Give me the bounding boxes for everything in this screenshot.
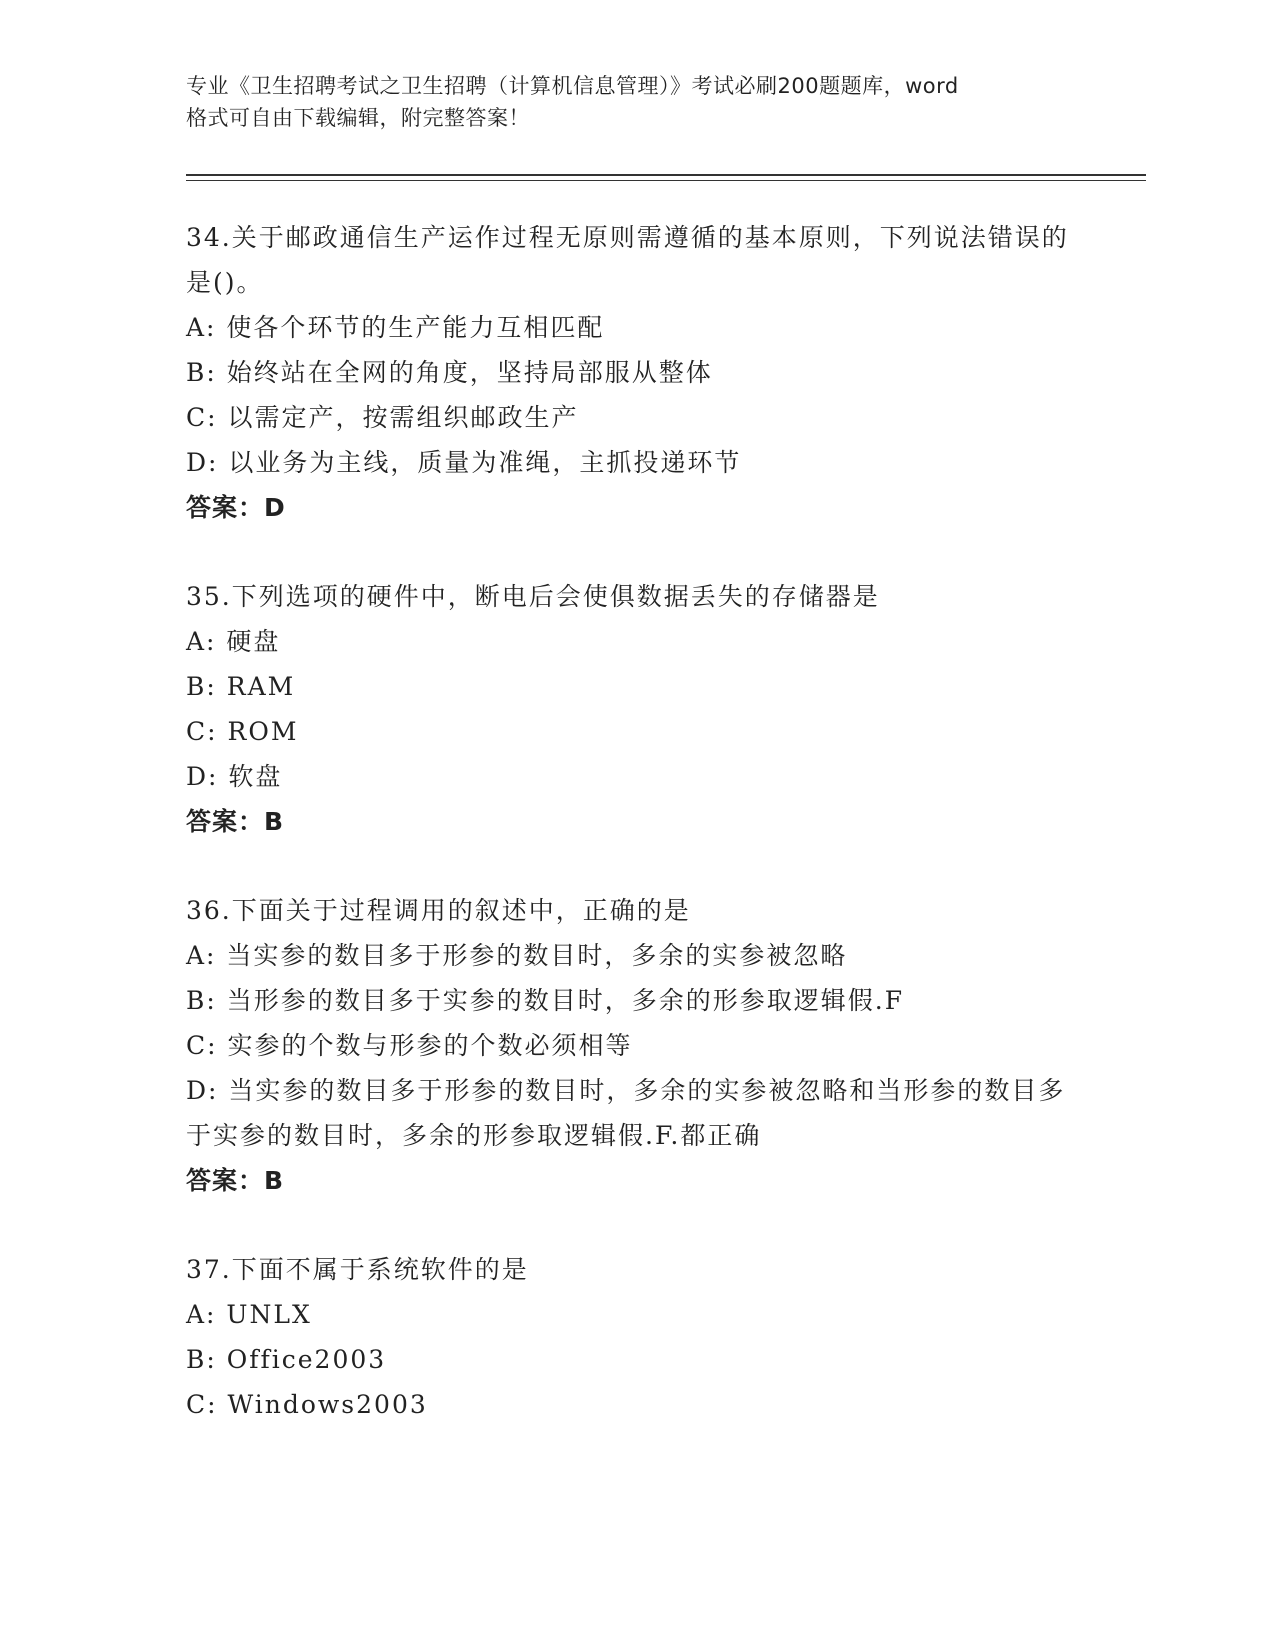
option-c: C: Windows2003 <box>186 1390 428 1419</box>
question-stem: 34.关于邮政通信生产运作过程无原则需遵循的基本原则，下列说法错误的是()。 <box>186 223 1069 297</box>
question-34 <box>186 215 1146 530</box>
option-c: C: 实参的个数与形参的个数必须相等 <box>186 1031 633 1060</box>
option-d: D: 以业务为主线，质量为准绳，主抓投递环节 <box>186 448 742 477</box>
option-d: D: 软盘 <box>186 762 283 791</box>
answer-line: 答案：D <box>186 493 286 522</box>
option-b: B: Office2003 <box>186 1345 387 1374</box>
question-stem: 35.下列选项的硬件中，断电后会使俱数据丢失的存储器是 <box>186 582 880 611</box>
question-list <box>186 215 1146 1427</box>
option-a: A: 硬盘 <box>186 627 281 656</box>
document-page <box>186 70 1146 1471</box>
option-d: D: 当实参的数目多于形参的数目时，多余的实参被忽略和当形参的数目多于实参的数目时，多余的形参取逻辑假.F.都正确 <box>186 1076 1066 1150</box>
question-37 <box>186 1247 1146 1427</box>
option-a: A: 当实参的数目多于形参的数目时，多余的实参被忽略 <box>186 941 848 970</box>
option-a: A: 使各个环节的生产能力互相匹配 <box>186 313 605 342</box>
option-b: B: 始终站在全网的角度，坚持局部服从整体 <box>186 358 713 387</box>
question-35 <box>186 574 1146 844</box>
question-stem: 37.下面不属于系统软件的是 <box>186 1255 529 1284</box>
header-divider-thick <box>186 174 1146 176</box>
option-b: B: RAM <box>186 672 296 701</box>
document-header <box>186 70 1146 134</box>
answer-line: 答案：B <box>186 1166 285 1195</box>
option-c: C: 以需定产，按需组织邮政生产 <box>186 403 579 432</box>
header-line-2: 格式可自由下载编辑，附完整答案！ <box>186 106 530 130</box>
option-a: A: UNLX <box>186 1300 312 1329</box>
answer-line: 答案：B <box>186 807 285 836</box>
header-line-1: 专业《卫生招聘考试之卫生招聘（计算机信息管理）》考试必刷200题题库，word <box>186 74 959 98</box>
question-36 <box>186 888 1146 1203</box>
option-b: B: 当形参的数目多于实参的数目时，多余的形参取逻辑假.F <box>186 986 905 1015</box>
header-divider-thin <box>186 180 1146 181</box>
question-stem: 36.下面关于过程调用的叙述中，正确的是 <box>186 896 691 925</box>
option-c: C: ROM <box>186 717 299 746</box>
